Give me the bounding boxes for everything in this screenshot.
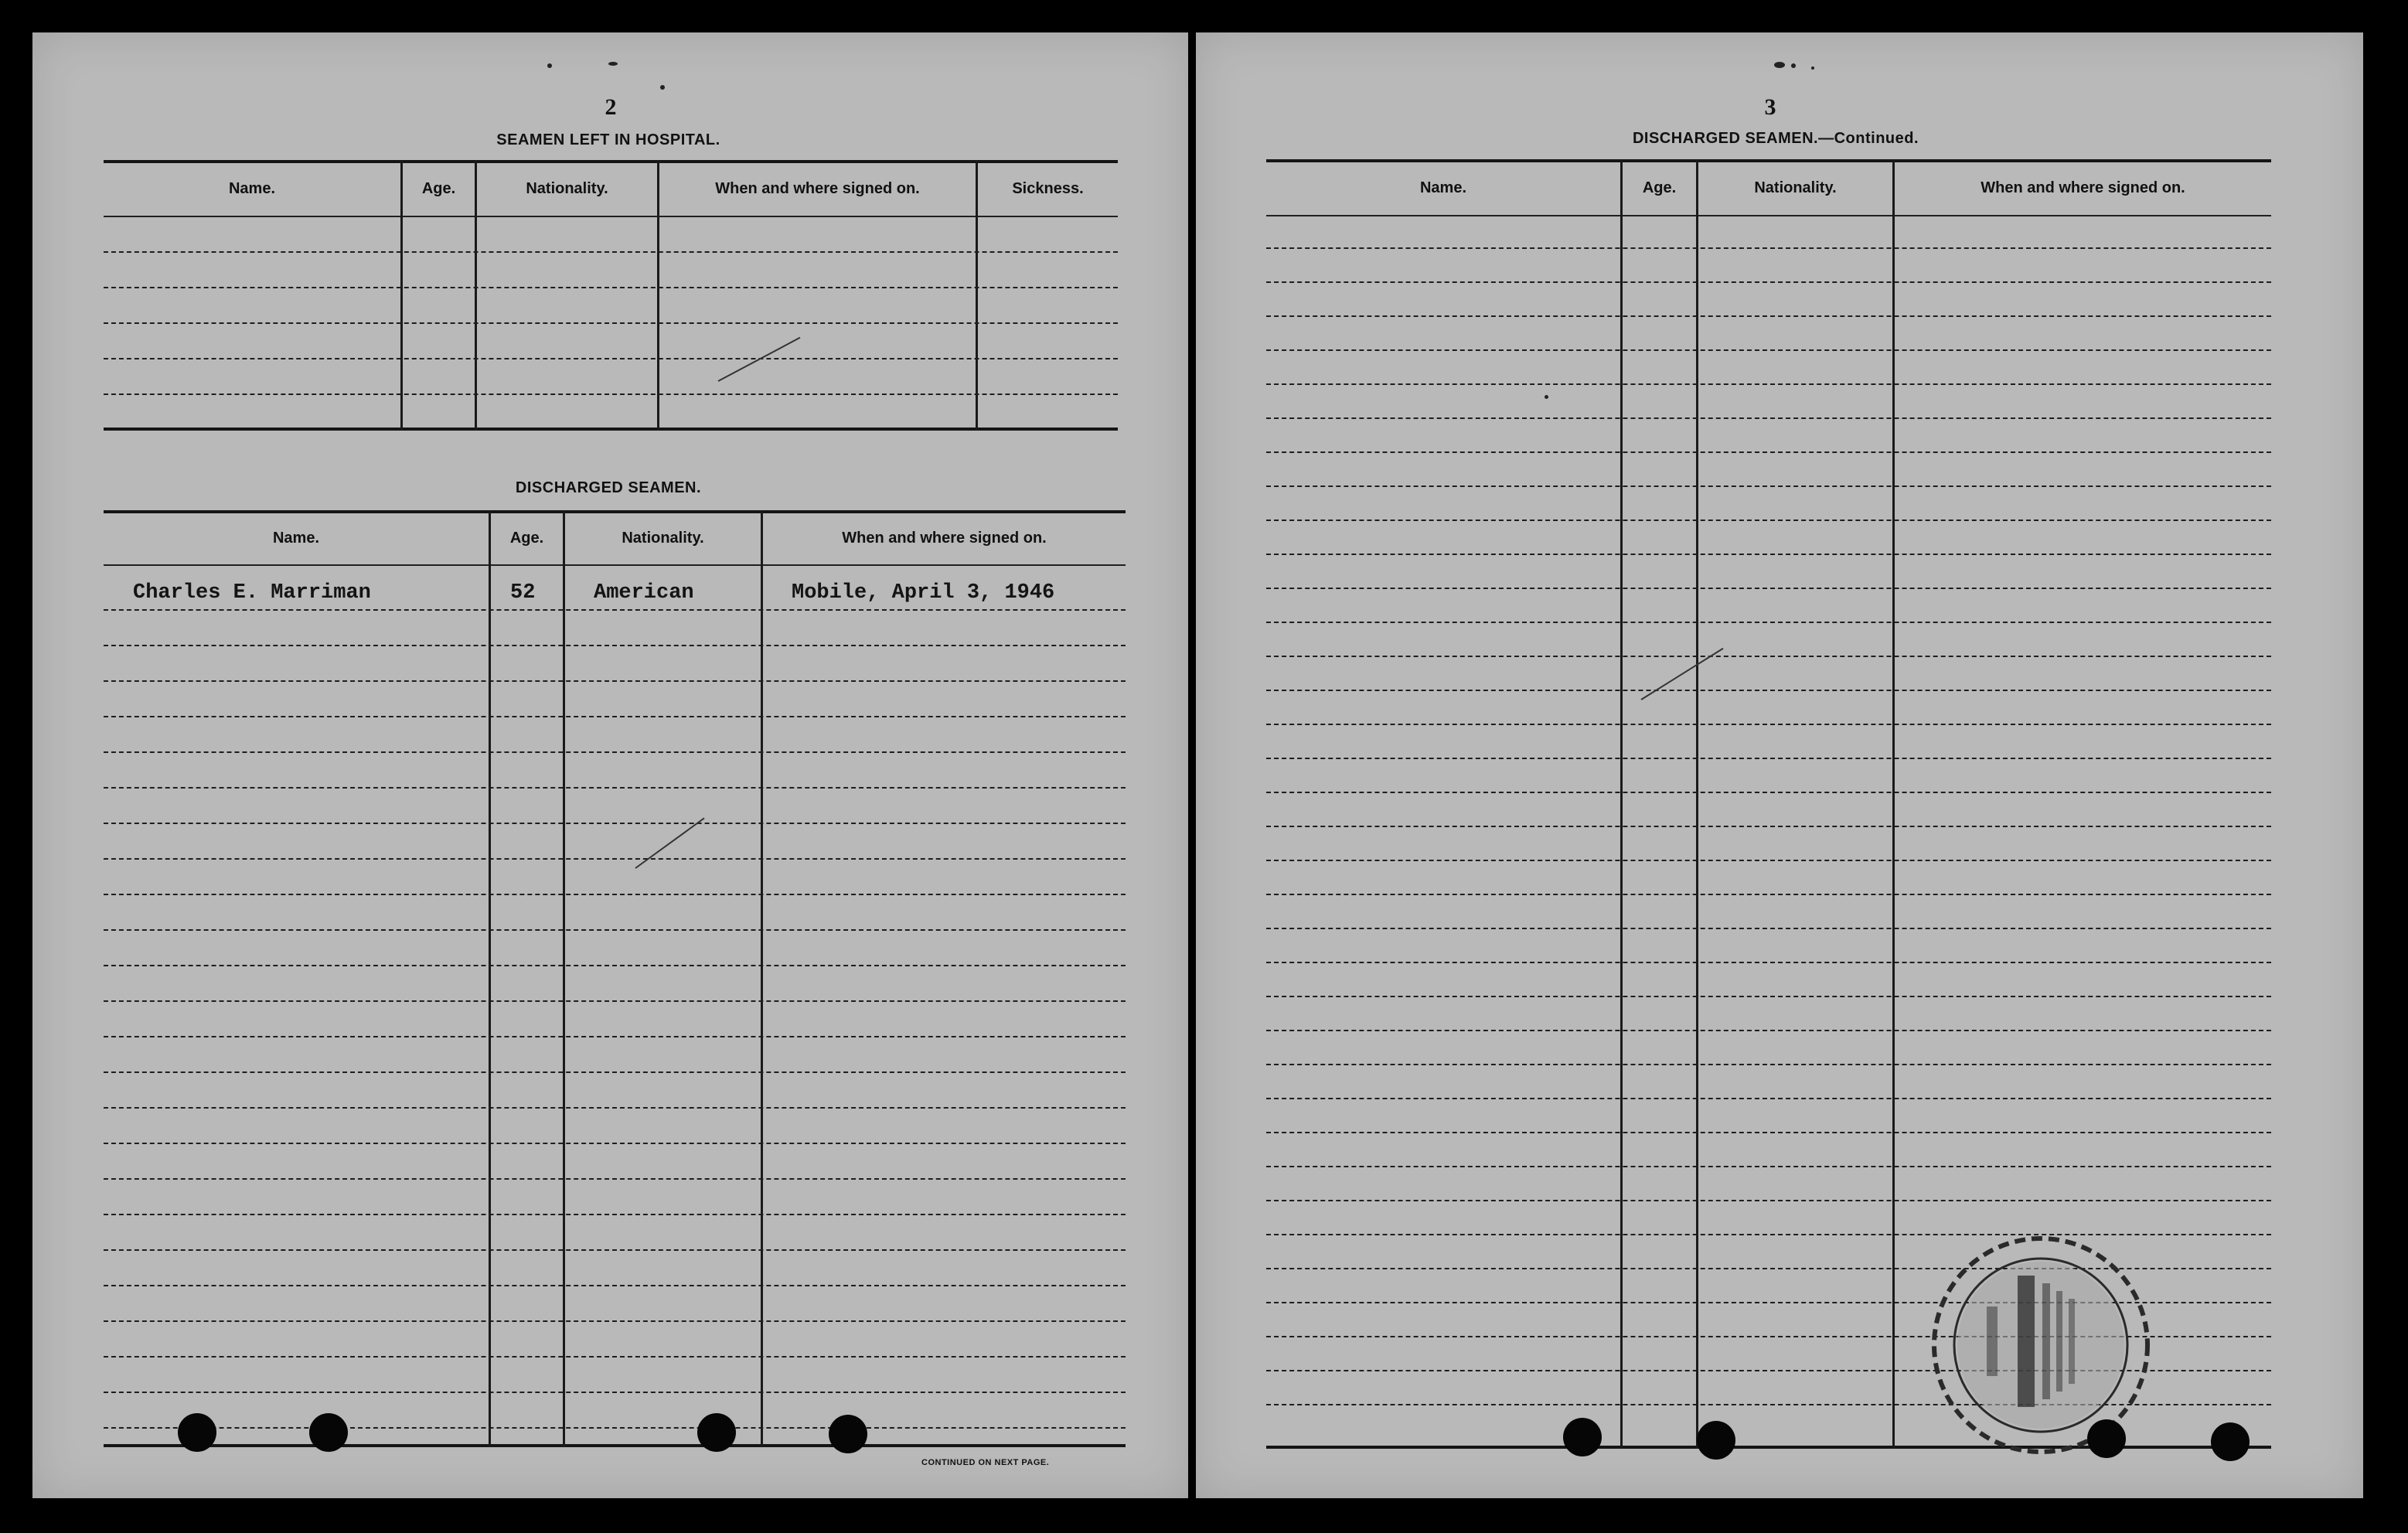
row-line	[104, 787, 1126, 789]
header-nationality: Nationality.	[622, 529, 704, 547]
header-nationality: Nationality.	[526, 179, 608, 197]
row-line	[1266, 349, 2271, 351]
row-line	[104, 251, 1118, 253]
row-line	[1266, 928, 2271, 929]
seaman-signed-on: Mobile, April 3, 1946	[792, 581, 1055, 605]
speck-mark	[608, 62, 618, 66]
speck-mark	[1545, 395, 1548, 399]
seaman-name: Charles E. Marriman	[133, 581, 371, 605]
row-line	[1266, 1030, 2271, 1031]
row-line	[1266, 656, 2271, 657]
row-line	[1266, 554, 2271, 555]
row-line	[104, 358, 1118, 359]
row-line	[1266, 247, 2271, 249]
header-age: Age.	[509, 529, 544, 547]
left-page	[32, 32, 1188, 1498]
seaman-nationality: American	[594, 581, 694, 605]
row-line	[104, 1392, 1126, 1393]
binder-hole	[309, 1413, 348, 1452]
header-name: Name.	[1419, 179, 1467, 196]
row-line	[104, 645, 1126, 646]
seaman-age: 52	[510, 581, 536, 605]
discharged-table	[104, 510, 1126, 1447]
row-line	[1266, 860, 2271, 861]
speck-mark	[547, 63, 552, 68]
binder-hole	[178, 1413, 216, 1452]
row-line	[1266, 758, 2271, 759]
row-line	[104, 1356, 1126, 1358]
row-line	[104, 1214, 1126, 1215]
row-line	[104, 393, 1118, 395]
row-line	[104, 823, 1126, 824]
row-line	[104, 716, 1126, 717]
header-age: Age.	[1642, 179, 1677, 196]
header-signed-on: When and where signed on.	[715, 179, 920, 197]
row-line	[104, 1036, 1126, 1037]
row-line	[1266, 588, 2271, 589]
row-line	[104, 1249, 1126, 1251]
row-line	[104, 1107, 1126, 1109]
hospital-section-title: SEAMEN LEFT IN HOSPITAL.	[496, 131, 720, 148]
header-age: Age.	[421, 179, 456, 197]
speck-mark	[1791, 63, 1796, 68]
row-line	[104, 1320, 1126, 1322]
row-line	[1266, 894, 2271, 895]
header-name: Name.	[272, 529, 320, 547]
row-line	[104, 894, 1126, 895]
row-line	[1266, 724, 2271, 725]
row-line	[1266, 962, 2271, 963]
row-line	[1266, 1064, 2271, 1065]
header-signed-on: When and where signed on.	[842, 529, 1047, 547]
binder-hole	[697, 1413, 736, 1452]
row-line	[1266, 451, 2271, 453]
pencil-mark	[635, 818, 704, 869]
right-page	[1196, 32, 2363, 1498]
discharged-section-title: DISCHARGED SEAMEN.	[515, 479, 702, 496]
header-name: Name.	[228, 179, 276, 197]
hospital-table	[104, 160, 1118, 431]
header-nationality: Nationality.	[1754, 179, 1837, 196]
header-signed-on: When and where signed on.	[1981, 179, 2185, 196]
row-line	[1266, 996, 2271, 997]
row-line	[104, 929, 1126, 931]
row-line	[1266, 417, 2271, 419]
row-line	[1266, 792, 2271, 793]
row-line	[104, 1000, 1126, 1002]
row-line	[104, 858, 1126, 860]
binder-hole	[829, 1415, 867, 1453]
row-line	[1266, 315, 2271, 317]
row-line	[104, 1285, 1126, 1286]
binder-hole	[1697, 1421, 1735, 1460]
row-line	[104, 1071, 1126, 1073]
binder-hole	[2211, 1422, 2250, 1461]
row-line	[1266, 1132, 2271, 1133]
section-title-text: DISCHARGED SEAMEN.	[1632, 130, 1819, 147]
row-line	[104, 322, 1118, 324]
speck-mark	[1774, 62, 1785, 68]
row-line	[104, 1427, 1126, 1429]
binder-hole	[1563, 1418, 1602, 1456]
row-line	[104, 680, 1126, 682]
row-line	[1266, 1098, 2271, 1099]
row-line	[104, 609, 1126, 611]
row-line	[104, 1143, 1126, 1144]
binder-hole	[2087, 1419, 2126, 1458]
row-line	[1266, 1200, 2271, 1201]
row-line	[1266, 520, 2271, 521]
row-line	[1266, 485, 2271, 487]
speck-mark	[1811, 66, 1814, 70]
row-line	[104, 1178, 1126, 1180]
row-line	[1266, 383, 2271, 385]
section-title-suffix: —Continued.	[1818, 130, 1919, 147]
row-line	[1266, 1166, 2271, 1167]
page-number: 3	[1764, 94, 1776, 120]
row-line	[1266, 281, 2271, 283]
row-line	[1266, 622, 2271, 623]
row-line	[1266, 690, 2271, 691]
discharged-continued-title	[1428, 130, 2124, 148]
continued-note: CONTINUED ON NEXT PAGE.	[921, 1458, 1050, 1467]
speck-mark	[660, 85, 665, 90]
row-line	[104, 965, 1126, 966]
page-number: 2	[605, 94, 617, 120]
header-sickness: Sickness.	[1012, 179, 1084, 197]
row-line	[1266, 826, 2271, 827]
row-line	[104, 287, 1118, 288]
row-line	[104, 751, 1126, 753]
